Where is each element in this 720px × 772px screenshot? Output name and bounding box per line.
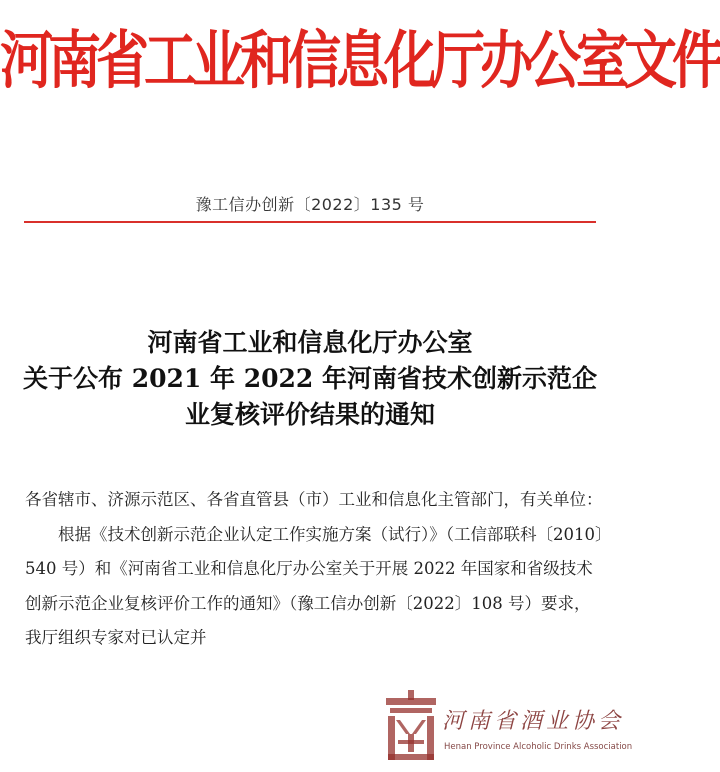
title-line-2: 关于公布 2021 年 2022 年河南省技术创新示范企: [23, 364, 597, 393]
document-number: 豫工信办创新〔2022〕135 号: [195, 195, 425, 214]
notice-body: [25, 483, 605, 656]
association-watermark: [380, 690, 633, 770]
title-line-1: 河南省工业和信息化厅办公室: [147, 328, 473, 357]
addressees: 各省辖市、济源示范区、各省直管县（市）工业和信息化主管部门，有关单位：: [25, 490, 603, 509]
masthead-title: 河南省工业和信息化厅办公室文件: [0, 24, 720, 98]
notice-title: [10, 325, 610, 433]
title-line-3: 业复核评价结果的通知: [184, 400, 435, 429]
body-paragraph: 根据《技术创新示范企业认定工作实施方案（试行）》（工信部联科〔2010〕540 号）和《河南省工业和信息化厅办公室关于开展 2022 年国家和省级技术创新示范企业复核评价工作的通知》（豫工信办创新〔2022〕108 号）要求，我厅组织专家对已认定并: [25, 524, 604, 647]
watermark-name: 河南省酒业协会: [442, 709, 625, 734]
watermark-english: Henan Province Alcoholic Drinks Association: [444, 742, 633, 752]
red-divider: [24, 221, 596, 223]
wine-emblem-icon: [380, 690, 442, 768]
